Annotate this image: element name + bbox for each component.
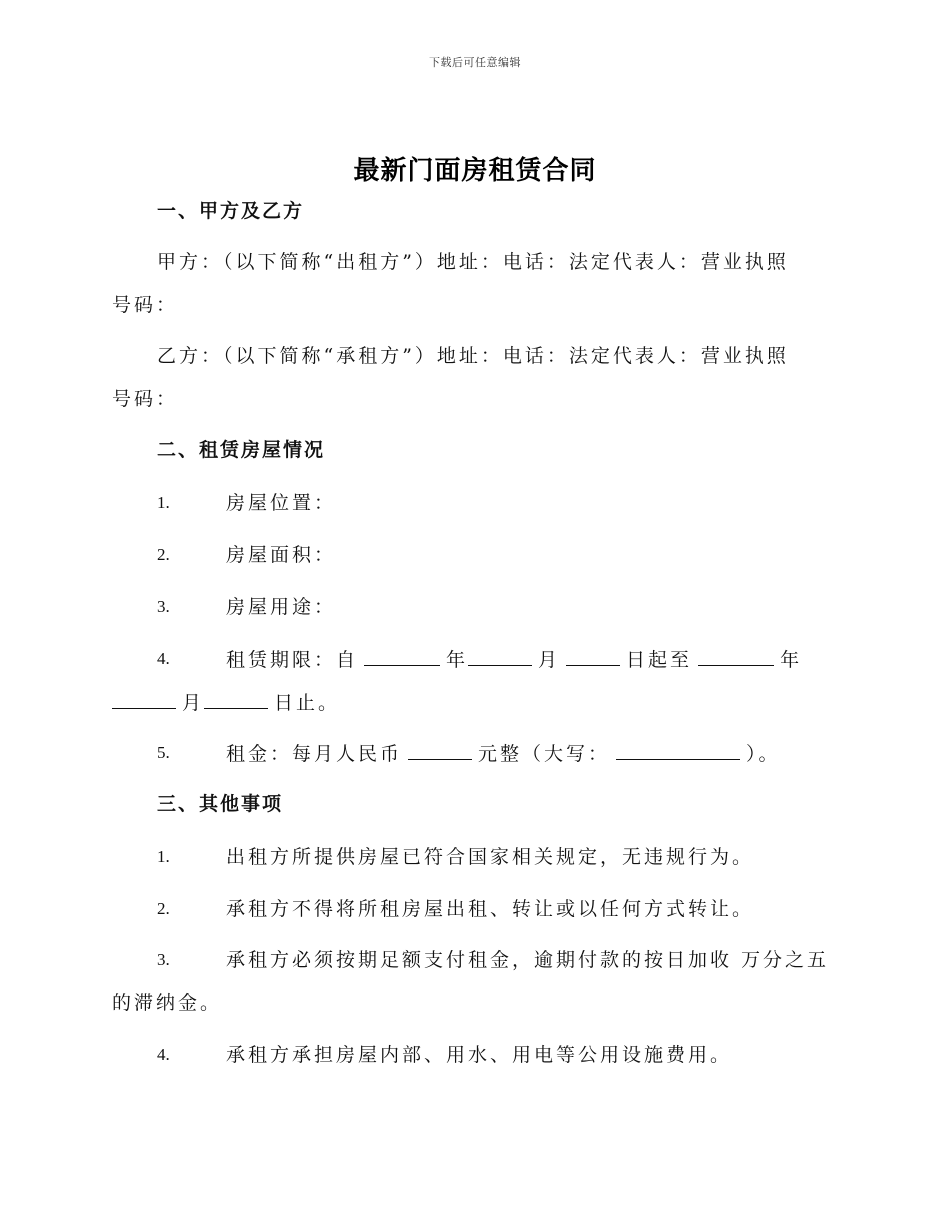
other-item-3: 承租方必须按期足额支付租金，逾期付款的按日加收 万分之五 xyxy=(226,949,830,971)
party-b-line: 乙方：（以下简称“承租方”）地址：电话：法定代表人：营业执照 xyxy=(157,345,789,367)
rent-amount-blank[interactable] xyxy=(408,741,472,760)
property-usage: 房屋用途： xyxy=(226,596,337,618)
other-item-3-cont: 的滞纳金。 xyxy=(112,992,223,1014)
list-item-number: 2. xyxy=(157,545,170,564)
party-a-line-cont: 号码： xyxy=(112,294,179,316)
lease-term-label: 租赁期限：自 xyxy=(226,649,359,671)
start-year-blank[interactable] xyxy=(364,647,440,666)
end-day-blank[interactable] xyxy=(204,690,268,709)
list-item-number: 1. xyxy=(157,493,170,512)
party-b-line-cont: 号码： xyxy=(112,388,179,410)
lease-term-line-cont xyxy=(112,690,340,715)
rent-capital-blank[interactable] xyxy=(616,741,740,760)
list-item-number: 2. xyxy=(157,899,170,918)
other-item-2: 承租方不得将所租房屋出租、转让或以任何方式转让。 xyxy=(226,898,755,920)
section-heading-property: 二、租赁房屋情况 xyxy=(157,439,326,461)
month-label: 月 xyxy=(538,649,561,671)
section-heading-other: 三、其他事项 xyxy=(157,793,284,815)
property-location: 房屋位置： xyxy=(226,492,337,514)
other-item-1: 出租方所提供房屋已符合国家相关规定，无违规行为。 xyxy=(226,846,755,868)
list-item-number: 4. xyxy=(157,649,170,668)
party-a-line: 甲方：（以下简称“出租方”）地址：电话：法定代表人：营业执照 xyxy=(157,251,789,273)
lease-term-line xyxy=(226,647,802,672)
rent-capital-label: 元整（大写： xyxy=(478,743,611,765)
rent-line xyxy=(226,741,781,766)
month-label: 月 xyxy=(182,692,205,714)
year-label: 年 xyxy=(446,649,469,671)
end-month-blank[interactable] xyxy=(112,690,176,709)
header-note: 下载后可任意编辑 xyxy=(429,56,521,69)
rent-close-label: ）。 xyxy=(746,743,781,765)
property-area: 房屋面积： xyxy=(226,544,337,566)
list-item-number: 4. xyxy=(157,1045,170,1064)
document-title: 最新门面房租赁合同 xyxy=(353,156,597,186)
list-item-number: 1. xyxy=(157,847,170,866)
list-item-number: 3. xyxy=(157,950,170,969)
section-heading-parties: 一、甲方及乙方 xyxy=(157,200,305,222)
list-item-number: 5. xyxy=(157,743,170,762)
other-item-4: 承租方承担房屋内部、用水、用电等公用设施费用。 xyxy=(226,1044,733,1066)
start-day-blank[interactable] xyxy=(566,647,620,666)
list-item-number: 3. xyxy=(157,597,170,616)
day-until-label: 日起至 xyxy=(626,649,693,671)
rent-label: 租金：每月人民币 xyxy=(226,743,403,765)
day-end-label: 日止。 xyxy=(274,692,341,714)
start-month-blank[interactable] xyxy=(468,647,532,666)
end-year-blank[interactable] xyxy=(698,647,774,666)
year-label: 年 xyxy=(780,649,803,671)
